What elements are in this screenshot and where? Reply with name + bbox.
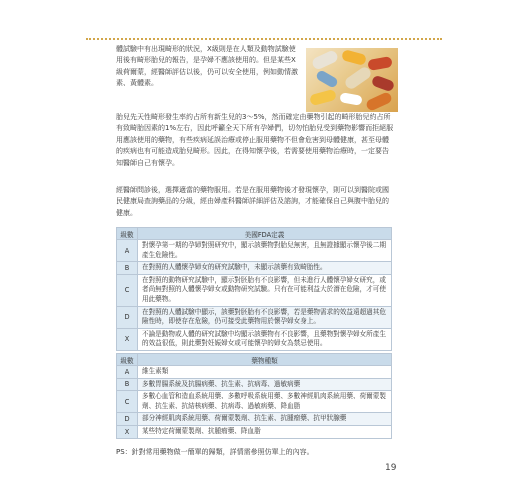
definition-cell: 在對照的人體試驗中顯示，該藥對胚胎有不良影響，若是藥物需求的效益遠超過其危險性時，即使存在危險，仍可接受此藥物用於懷孕婦女身上。 <box>138 306 392 328</box>
drug-type-cell: 某些特定荷爾蒙製劑、抗腫瘤藥、降血脂 <box>138 425 392 438</box>
header-grade: 級數 <box>117 354 138 366</box>
grade-cell: D <box>117 413 138 426</box>
definition-cell: 不論是動物或人體的研究試驗中均顯示該藥物有不良影響，且藥物對懷孕婦女所產生的效益很低，則此藥對妊娠婦女或可能懷孕的婦女為禁忌使用。 <box>138 328 392 350</box>
table-row <box>117 328 392 350</box>
grade-cell: B <box>117 378 138 391</box>
grade-cell: X <box>117 425 138 438</box>
header-definition: 美國FDA定義 <box>138 228 392 240</box>
table-row <box>117 306 392 328</box>
table-row <box>117 391 392 413</box>
header-grade: 級數 <box>117 228 138 240</box>
paragraph-2: 胎兒先天性畸形發生率約占所有新生兒的3～5%，然而確定由藥物引起的畸形胎兒約占所有致畸胎因素的1%左右，因此呼籲全天下所有孕婦們，切勿怕胎兒受到藥物影響而拒絕服用應該使用的藥物，有些疾病延誤治療或停止服用藥物不但會危害到母體健康，甚至母體的疾病也有可能造成胎兒畸形。因此，在得知懷孕後，若需要使用藥物治療時，一定要告知醫師自己有懷孕。 <box>116 113 394 167</box>
grade-cell: D <box>117 306 138 328</box>
definition-cell: 在對照的動物研究試驗中，顯示對胚胎有不良影響，但未進行人體懷孕婦女研究，或者尚無對照的人體懷孕婦女或動物研究試驗。只有在可能利益大於潛在危險，才可使用此藥物。 <box>138 274 392 306</box>
drug-type-cell: 部分神經肌肉系統用藥、荷爾蒙製劑、抗生素、抗腫瘤藥、抗甲狀腺藥 <box>138 413 392 426</box>
fda-definition-table <box>116 227 392 351</box>
drug-type-cell: 多數心血管和造血系統用藥、多數呼吸系統用藥、多數神經肌肉系統用藥、荷爾蒙製劑、抗生素、抗結核病藥、抗病毒、過敏病藥、降血脂 <box>138 391 392 413</box>
grade-cell: C <box>117 274 138 306</box>
page-number: 19 <box>385 463 397 473</box>
definition-cell: 對懷孕第一期的孕婦對照研究中，顯示該藥物對胎兒無害，且無證據顯示懷孕後二期產生危險性。 <box>138 240 392 262</box>
footnote: PS：針對常用藥物做一簡單的歸類，詳情需參照仿單上的內容。 <box>116 448 314 456</box>
pills-photo <box>306 48 398 112</box>
drug-category-table <box>116 353 392 439</box>
drug-type-cell: 維生素類 <box>138 366 392 379</box>
table-row <box>117 274 392 306</box>
grade-cell: X <box>117 328 138 350</box>
drug-type-cell: 多數胃腸系統及抗腸病藥、抗生素、抗病毒、過敏病藥 <box>138 378 392 391</box>
grade-cell: A <box>117 366 138 379</box>
table-header-row <box>117 228 392 240</box>
header-drug-type: 藥物種類 <box>138 354 392 366</box>
table-row <box>117 262 392 275</box>
grade-cell: B <box>117 262 138 275</box>
definition-cell: 在對照的人體懷孕婦女的研究試驗中，未顯示該藥有致畸胎性。 <box>138 262 392 275</box>
table-header-row <box>117 354 392 366</box>
table-row <box>117 240 392 262</box>
grade-cell: C <box>117 391 138 413</box>
grade-cell: A <box>117 240 138 262</box>
table-row <box>117 366 392 379</box>
paragraph-1: 體試驗中有出現畸形的狀況，X級則是在人類及動物試驗使用後有畸形胎兒的報告，是孕婦不應該使用的。但是某些X級荷爾蒙，經醫師評估以後，仍可以安全使用，例如動情激素、黃體素。 <box>116 45 298 88</box>
table-row <box>117 425 392 438</box>
table-row <box>117 413 392 426</box>
table-row <box>117 378 392 391</box>
top-dotted-rule <box>86 38 442 40</box>
paragraph-3: 經醫師問診後，選擇適當的藥物服用。若是在服用藥物後才發現懷孕，則可以到醫院或國民健康局查詢藥品的分級，經由婦產科醫師詳細評估及諮詢，才能確保自己與腹中胎兒的健康。 <box>116 186 389 217</box>
